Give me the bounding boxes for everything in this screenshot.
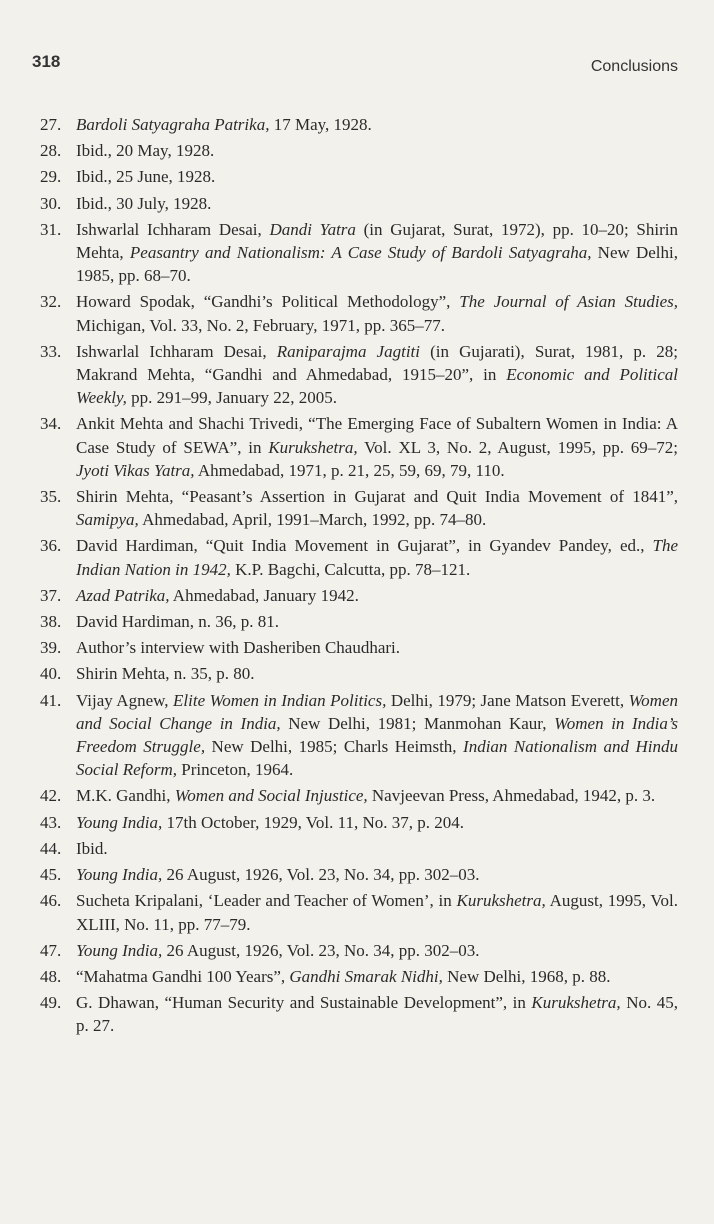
endnote-text: [76, 813, 464, 832]
endnote-title-italic: Kurukshetra,: [531, 993, 621, 1013]
endnote-item: [32, 689, 678, 782]
endnote-text-segment: Ibid., 25 June, 1928.: [76, 167, 216, 187]
endnotes-list: [32, 113, 678, 1041]
endnote-item: [32, 837, 678, 860]
endnote-title-italic: Economic and Political Weekly,: [76, 365, 678, 408]
endnote-text-segment: Vijay Agnew,: [76, 690, 174, 710]
endnote-text: [76, 115, 372, 134]
endnote-text-segment: Michigan, Vol. 33, No. 2, February, 1971, pp. 365–77.: [76, 315, 445, 335]
endnote-title-italic: Peasantry and Nationalism: A Case Study of Bardoli Satyagraha,: [129, 243, 592, 263]
endnote-text: [76, 141, 214, 160]
endnote-number: 35.: [40, 487, 62, 507]
endnote-number: 47.: [40, 940, 62, 960]
endnote-item: [32, 139, 678, 162]
endnote-text: [76, 891, 678, 933]
endnote-item: [32, 192, 678, 215]
endnote-text: [76, 586, 359, 605]
endnote-text: [76, 664, 255, 683]
endnote-text-segment: Ahmedabad, January 1942.: [169, 585, 359, 605]
endnote-text-segment: Shirin Mehta, “Peasant’s Assertion in Gujarat and Quit India Movement of 1841”,: [76, 487, 678, 507]
endnote-number: 46.: [40, 891, 62, 911]
endnote-text-segment: Delhi, 1979; Jane Matson Everett,: [386, 690, 629, 710]
endnote-text-segment: pp. 291–99, January 22, 2005.: [126, 388, 337, 408]
endnote-item: [32, 412, 678, 482]
endnote-text-segment: 26 August, 1926, Vol. 23, No. 34, pp. 302–03.: [162, 865, 480, 885]
endnote-text-segment: David Hardiman, n. 36, p. 81.: [76, 612, 280, 632]
endnote-item: [32, 939, 678, 962]
endnote-text-segment: G. Dhawan, “Human Security and Sustainable Development”, in: [76, 993, 532, 1013]
endnote-number: 48.: [40, 966, 62, 986]
endnote-number: 43.: [40, 812, 62, 832]
endnote-text-segment: Ahmedabad, April, 1991–March, 1992, pp. 74–80.: [138, 510, 487, 530]
endnote-title-italic: Azad Patrika,: [76, 585, 170, 605]
endnote-text-segment: David Hardiman, “Quit India Movement in Gujarat”, in Gyandev Pandey, ed.,: [76, 536, 653, 556]
endnote-title-italic: Raniparajma Jagtiti: [276, 341, 420, 361]
endnote-item: [32, 636, 678, 659]
endnote-text: [76, 194, 211, 213]
endnote-text-segment: No. 45, p. 27.: [76, 993, 679, 1036]
endnote-text: [76, 786, 655, 805]
endnote-title-italic: The Journal of Asian Studies,: [459, 292, 678, 312]
endnote-number: 38.: [40, 612, 62, 632]
endnote-text-segment: Ishwarlal Ichharam Desai,: [76, 341, 277, 361]
endnote-title-italic: Elite Women in Indian Politics,: [173, 690, 387, 710]
endnote-item: [32, 889, 678, 935]
endnote-title-italic: Kurukshetra,: [268, 437, 358, 457]
endnote-item: [32, 584, 678, 607]
endnote-text-segment: August, 1995, Vol. XLIII, No. 11, pp. 77–79.: [76, 891, 678, 934]
endnote-text-segment: “Mahatma Gandhi 100 Years”,: [76, 966, 290, 986]
endnote-item: [32, 218, 678, 288]
endnote-text-segment: (in Gujarati), Surat, 1981, p. 28; Makrand Mehta, “Gandhi and Ahmedabad, 1915–20”, in: [76, 341, 678, 385]
endnote-text-segment: (in Gujarat, Surat, 1972), pp. 10–20; Shirin Mehta,: [76, 219, 678, 263]
endnote-number: 31.: [40, 219, 62, 239]
endnote-title-italic: Bardoli Satyagraha Patrika,: [76, 115, 270, 134]
endnote-title-italic: Indian Nationalism and Hindu Social Reform,: [76, 737, 678, 780]
endnote-number: 49.: [40, 993, 62, 1013]
endnote-text-segment: M.K. Gandhi,: [76, 786, 175, 806]
endnote-text-segment: 26 August, 1926, Vol. 23, No. 34, pp. 302–03.: [162, 940, 480, 960]
endnote-text: [76, 536, 678, 578]
endnote-text: [76, 612, 279, 631]
endnote-text: [76, 220, 678, 285]
endnote-number: 40.: [40, 664, 62, 684]
endnote-number: 42.: [40, 786, 62, 806]
endnote-item: [32, 863, 678, 886]
endnote-text-segment: Vol. XL 3, No. 2, August, 1995, pp. 69–72;: [357, 437, 678, 457]
endnote-item: [32, 991, 678, 1037]
endnote-text-segment: New Delhi, 1985; Charls Heimsth,: [205, 737, 464, 757]
endnote-text-segment: Sucheta Kripalani, ‘Leader and Teacher of Women’, in: [76, 891, 457, 911]
endnote-item: [32, 965, 678, 988]
endnote-number: 41.: [40, 690, 62, 710]
endnote-text: [76, 342, 678, 407]
running-header-title: Conclusions: [590, 58, 678, 75]
endnote-text-segment: Howard Spodak, “Gandhi’s Political Methodology”,: [76, 292, 460, 312]
endnote-title-italic: Jyoti Vikas Yatra,: [76, 460, 195, 480]
endnote-text-segment: New Delhi, 1968, p. 88.: [442, 966, 611, 986]
endnote-text-segment: Ankit Mehta and Shachi Trivedi, “The Emerging Face of Subaltern Women in India: A Case Study of SEWA”, in: [76, 414, 678, 457]
endnote-text: [76, 839, 108, 858]
endnote-title-italic: Dandi Yatra: [269, 219, 356, 239]
endnote-text-segment: Ishwarlal Ichharam Desai,: [76, 219, 270, 239]
endnote-text: [76, 292, 678, 334]
endnote-item: [32, 165, 678, 188]
endnote-text: [76, 487, 678, 529]
endnote-text-segment: Author’s interview with Dasheriben Chaudhari.: [76, 638, 401, 658]
endnote-title-italic: Women and Social Injustice,: [174, 786, 368, 806]
endnote-text: [76, 865, 480, 884]
endnote-text-segment: 17 May, 1928.: [269, 115, 372, 134]
endnote-title-italic: Gandhi Smarak Nidhi,: [289, 966, 443, 986]
endnote-text: [76, 691, 678, 780]
endnote-text: [76, 167, 215, 186]
endnote-text: [76, 993, 678, 1035]
endnote-item: [32, 784, 678, 807]
endnote-item: [32, 662, 678, 685]
endnote-text-segment: Ahmedabad, 1971, p. 21, 25, 59, 69, 79, 110.: [194, 460, 505, 480]
endnote-text-segment: Ibid., 20 May, 1928.: [76, 141, 215, 161]
endnote-number: 29.: [40, 167, 62, 187]
endnote-item: [32, 610, 678, 633]
endnote-number: 45.: [40, 865, 62, 885]
endnote-text-segment: 17th October, 1929, Vol. 11, No. 37, p. 204.: [162, 812, 464, 832]
endnote-title-italic: Kurukshetra,: [456, 891, 546, 911]
endnote-text: [76, 941, 480, 960]
endnote-number: 37.: [40, 585, 62, 605]
endnote-number: 28.: [40, 141, 62, 161]
endnote-item: [32, 113, 678, 136]
endnote-item: [32, 534, 678, 580]
page-number: 318: [32, 52, 61, 71]
endnote-number: 32.: [40, 292, 62, 312]
endnote-title-italic: Women and Social Change in India,: [76, 690, 678, 733]
endnote-title-italic: The Indian Nation in 1942,: [76, 536, 678, 579]
endnote-item: [32, 811, 678, 834]
endnote-text-segment: New Delhi, 1985, pp. 68–70.: [76, 243, 678, 286]
endnote-title-italic: Young India,: [76, 865, 163, 885]
endnote-text-segment: Ibid., 30 July, 1928.: [76, 193, 212, 213]
endnote-text-segment: K.P. Bagchi, Calcutta, pp. 78–121.: [230, 559, 471, 579]
endnote-text-segment: Princeton, 1964.: [177, 760, 294, 780]
endnote-title-italic: Young India,: [76, 940, 163, 960]
endnote-text-segment: New Delhi, 1981; Manmohan Kaur,: [280, 713, 555, 733]
endnote-item: [32, 485, 678, 531]
endnote-text-segment: Shirin Mehta, n. 35, p. 80.: [76, 664, 255, 684]
endnote-text: [76, 414, 678, 479]
endnote-text: [76, 638, 400, 657]
endnote-text-segment: Ibid.: [76, 838, 108, 858]
endnote-number: 30.: [40, 193, 62, 213]
endnote-number: 27.: [40, 115, 62, 134]
endnote-title-italic: Women in India’s Freedom Struggle,: [76, 713, 678, 757]
endnote-title-italic: Young India,: [76, 812, 163, 832]
endnote-item: [32, 340, 678, 410]
endnote-number: 33.: [40, 341, 62, 361]
endnote-item: [32, 290, 678, 336]
endnote-number: 34.: [40, 414, 62, 434]
endnote-number: 44.: [40, 838, 62, 858]
endnote-title-italic: Samipya,: [76, 510, 139, 530]
endnote-text: [76, 967, 611, 986]
endnote-text-segment: Navjeevan Press, Ahmedabad, 1942, p. 3.: [367, 786, 656, 806]
endnote-number: 39.: [40, 638, 62, 658]
endnote-number: 36.: [40, 536, 62, 556]
